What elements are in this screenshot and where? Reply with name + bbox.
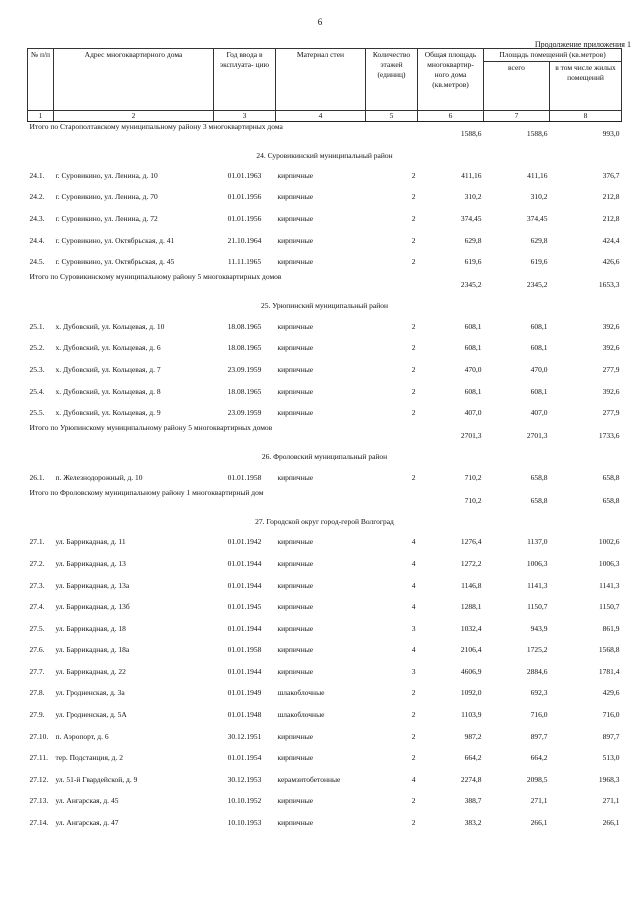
row-year: 23.09.1959 xyxy=(227,408,262,418)
row-number: 25.3. xyxy=(29,364,45,374)
all-area-value: 716,0 xyxy=(530,710,548,720)
residential-area-value: 212,8 xyxy=(602,192,620,202)
row-number: 27.1. xyxy=(29,537,45,547)
row-material: кирпичные xyxy=(277,645,314,655)
row-year: 01.01.1944 xyxy=(227,558,262,568)
table-row xyxy=(28,639,622,661)
row-number: 27.14. xyxy=(29,818,49,828)
total-area-value: 608,1 xyxy=(464,343,482,353)
table-row xyxy=(28,251,622,273)
total-area-value: 4606,9 xyxy=(460,666,482,676)
column-number: 7 xyxy=(484,111,550,122)
row-floors: 3 xyxy=(411,666,416,676)
row-year: 30.12.1953 xyxy=(227,774,262,784)
residential-area-value: 716,0 xyxy=(602,710,620,720)
residential-area-value: 426,6 xyxy=(602,257,620,267)
total-area-value: 383,2 xyxy=(464,818,482,828)
total-area-value: 310,2 xyxy=(464,192,482,202)
total-area-value: 1032,4 xyxy=(460,623,482,633)
row-floors: 2 xyxy=(411,170,416,180)
table-row xyxy=(28,574,622,596)
row-material: кирпичные xyxy=(277,257,314,267)
all-area-value: 271,1 xyxy=(530,796,548,806)
row-material: кирпичные xyxy=(277,170,314,180)
row-material: кирпичные xyxy=(277,602,314,612)
row-address: г. Суровикино, ул. Ленина, д. 10 xyxy=(55,170,158,180)
all-area-value: 2701,3 xyxy=(526,430,548,440)
row-address: ул. Баррикадная, д. 13 xyxy=(55,558,126,568)
table-row xyxy=(28,725,622,747)
all-area-value: 2884,6 xyxy=(526,666,548,676)
residential-area-value: 1006,3 xyxy=(598,558,620,568)
row-number: 27.11. xyxy=(29,753,48,763)
row-material: кирпичные xyxy=(277,192,314,202)
all-area-value: 1141,3 xyxy=(527,580,548,590)
row-floors: 2 xyxy=(411,386,416,396)
row-number: 25.4. xyxy=(29,386,45,396)
row-material: шлакоблочные xyxy=(277,710,325,720)
all-area-value: 692,3 xyxy=(530,688,548,698)
table-row xyxy=(28,315,622,337)
row-floors: 2 xyxy=(411,408,416,418)
table-row xyxy=(28,229,622,251)
row-floors: 4 xyxy=(411,645,416,655)
column-number: 8 xyxy=(550,111,622,122)
table-row xyxy=(28,208,622,230)
section-heading-row xyxy=(28,512,622,531)
row-floors: 2 xyxy=(411,257,416,267)
residential-area-value: 658,8 xyxy=(602,495,620,505)
row-number: 25.2. xyxy=(29,343,45,353)
row-material: кирпичные xyxy=(277,472,314,482)
row-material: кирпичные xyxy=(277,235,314,245)
row-year: 10.10.1952 xyxy=(227,796,262,806)
all-area-value: 1588,6 xyxy=(526,129,548,139)
subtotal-row xyxy=(28,423,622,447)
row-floors: 2 xyxy=(411,364,416,374)
row-year: 01.01.1944 xyxy=(227,623,262,633)
row-number: 27.10. xyxy=(29,731,49,741)
subtotal-row xyxy=(28,488,622,512)
row-floors: 2 xyxy=(411,731,416,741)
row-year: 01.01.1956 xyxy=(227,192,262,202)
row-floors: 2 xyxy=(411,321,416,331)
total-area-value: 1146,8 xyxy=(461,580,482,590)
table-row xyxy=(28,337,622,359)
row-year: 10.10.1953 xyxy=(227,818,262,828)
section-heading-row xyxy=(28,296,622,315)
subtotal-label: Итого по Старополтавскому муниципальному району 3 многоквартирных дома xyxy=(29,122,283,131)
residential-area-value: 392,6 xyxy=(602,386,620,396)
row-floors: 2 xyxy=(411,213,416,223)
residential-area-value: 376,7 xyxy=(602,170,620,180)
row-address: х. Дубовский, ул. Кольцевая, д. 10 xyxy=(55,321,165,331)
all-area-value: 608,1 xyxy=(530,386,548,396)
total-area-value: 608,1 xyxy=(464,321,482,331)
row-number: 27.13. xyxy=(29,796,49,806)
all-area-value: 411,16 xyxy=(527,170,548,180)
row-floors: 2 xyxy=(411,796,416,806)
row-year: 01.01.1958 xyxy=(227,472,262,482)
row-address: ул. Баррикадная, д. 18 xyxy=(55,623,126,633)
residential-area-value: 277,9 xyxy=(602,364,620,374)
residential-area-value: 1733,6 xyxy=(598,430,620,440)
row-number: 27.6. xyxy=(29,645,45,655)
row-year: 23.09.1959 xyxy=(227,364,262,374)
table-row xyxy=(28,402,622,424)
subtotal-row xyxy=(28,272,622,296)
row-floors: 2 xyxy=(411,235,416,245)
row-address: х. Дубовский, ул. Кольцевая, д. 6 xyxy=(55,343,161,353)
row-number: 26.1. xyxy=(29,472,45,482)
row-floors: 2 xyxy=(411,688,416,698)
residential-area-value: 1781,4 xyxy=(598,666,620,676)
section-heading: 24. Суровикинский муниципальный район xyxy=(256,150,393,160)
row-floors: 2 xyxy=(411,818,416,828)
all-area-value: 470,0 xyxy=(530,364,548,374)
total-area-value: 1276,4 xyxy=(460,537,482,547)
total-area-value: 987,2 xyxy=(464,731,482,741)
row-material: керамзитобетонные xyxy=(277,774,341,784)
all-area-value: 658,8 xyxy=(530,472,548,482)
total-area-value: 2274,8 xyxy=(460,774,482,784)
all-area-value: 2345,2 xyxy=(526,279,548,289)
table-row xyxy=(28,682,622,704)
row-number: 24.1. xyxy=(29,170,45,180)
subtotal-label: Итого по Урюпинскому муниципальному району 5 многоквартирных домов xyxy=(29,423,273,433)
table-body xyxy=(28,122,622,834)
column-number: 1 xyxy=(28,111,54,122)
row-year: 01.01.1944 xyxy=(227,580,262,590)
total-area-value: 1288,1 xyxy=(460,602,482,612)
header-premises-area: Площадь помещений (кв.метров) xyxy=(484,49,622,62)
table-row xyxy=(28,790,622,812)
row-address: г. Суровикино, ул. Ленина, д. 70 xyxy=(55,192,158,202)
table-row xyxy=(28,186,622,208)
total-area-value: 664,2 xyxy=(464,753,482,763)
residential-area-value: 1002,6 xyxy=(598,537,620,547)
row-number: 25.1. xyxy=(29,321,45,331)
all-area-value: 1006,3 xyxy=(526,558,548,568)
row-floors: 2 xyxy=(411,192,416,202)
row-floors: 2 xyxy=(411,753,416,763)
total-area-value: 411,16 xyxy=(461,170,482,180)
table-row xyxy=(28,596,622,618)
all-area-value: 1725,2 xyxy=(526,645,548,655)
row-material: кирпичные xyxy=(277,558,314,568)
row-floors: 3 xyxy=(411,623,416,633)
row-floors: 4 xyxy=(411,537,416,547)
row-number: 27.7. xyxy=(29,666,45,676)
row-material: кирпичные xyxy=(277,796,314,806)
column-number: 2 xyxy=(54,111,214,122)
residential-area-value: 392,6 xyxy=(602,321,620,331)
total-area-value: 2345,2 xyxy=(460,279,482,289)
row-address: ул. Ангарская, д. 47 xyxy=(55,818,119,828)
residential-area-value: 1150,7 xyxy=(599,602,620,612)
residential-area-value: 277,9 xyxy=(602,408,620,418)
row-material: кирпичные xyxy=(277,386,314,396)
row-material: кирпичные xyxy=(277,343,314,353)
row-year: 18.08.1965 xyxy=(227,343,262,353)
section-heading: 27. Городской округ город-герой Волгоград xyxy=(255,517,394,527)
row-floors: 2 xyxy=(411,710,416,720)
row-material: кирпичные xyxy=(277,731,314,741)
row-address: ул. Баррикадная, д. 13а xyxy=(55,580,130,590)
row-material: кирпичные xyxy=(277,753,314,763)
all-area-value: 897,7 xyxy=(530,731,548,741)
header-address: Адрес многоквартирного дома xyxy=(54,49,214,111)
row-material: кирпичные xyxy=(277,666,314,676)
row-material: кирпичные xyxy=(277,408,314,418)
row-material: шлакоблочные xyxy=(277,688,325,698)
total-area-value: 1272,2 xyxy=(460,558,482,568)
section-heading-row xyxy=(28,146,622,165)
row-year: 01.01.1954 xyxy=(227,753,262,763)
table-row xyxy=(28,704,622,726)
row-year: 01.01.1948 xyxy=(227,710,262,720)
total-area-value: 710,2 xyxy=(464,472,482,482)
all-area-value: 943,9 xyxy=(530,623,548,633)
row-address: п. Железнодорожный, д. 10 xyxy=(55,472,143,482)
row-address: ул. Баррикадная, д. 22 xyxy=(55,666,126,676)
row-address: ул. Баррикадная, д. 13б xyxy=(55,602,130,612)
row-floors: 2 xyxy=(411,472,416,482)
row-material: кирпичные xyxy=(277,364,314,374)
table-row xyxy=(28,466,622,488)
total-area-value: 1103,9 xyxy=(461,710,482,720)
residential-area-value: 658,8 xyxy=(602,472,620,482)
total-area-value: 2701,3 xyxy=(460,430,482,440)
all-area-value: 407,0 xyxy=(530,408,548,418)
residential-area-value: 1653,3 xyxy=(598,279,620,289)
column-number: 4 xyxy=(276,111,366,122)
subtotal-label: Итого по Суровикинскому муниципальному району 5 многоквартирных домов xyxy=(29,272,282,282)
row-year: 01.01.1956 xyxy=(227,213,262,223)
table-row xyxy=(28,769,622,791)
row-number: 27.5. xyxy=(29,623,45,633)
row-year: 01.01.1945 xyxy=(227,602,262,612)
row-year: 18.08.1965 xyxy=(227,386,262,396)
row-address: г. Суровикино, ул. Ленина, д. 72 xyxy=(55,213,158,223)
row-address: х. Дубовский, ул. Кольцевая, д. 8 xyxy=(55,386,161,396)
row-material: кирпичные xyxy=(277,623,314,633)
table-row xyxy=(28,747,622,769)
residential-area-value: 271,1 xyxy=(602,796,620,806)
row-number: 24.4. xyxy=(29,235,45,245)
row-year: 30.12.1951 xyxy=(227,731,262,741)
section-heading-row xyxy=(28,447,622,466)
subtotal-label: Итого по Фроловскому муниципальному району 1 многоквартирный дом xyxy=(29,488,264,498)
row-address: ул. Баррикадная, д. 18а xyxy=(55,645,130,655)
row-address: ул. Гродненская, д. 5А xyxy=(55,710,127,720)
total-area-value: 1588,6 xyxy=(460,129,482,139)
row-material: кирпичные xyxy=(277,580,314,590)
all-area-value: 619,6 xyxy=(530,257,548,267)
total-area-value: 407,0 xyxy=(464,408,482,418)
all-area-value: 664,2 xyxy=(530,753,548,763)
row-floors: 2 xyxy=(411,343,416,353)
residential-area-value: 993,0 xyxy=(602,129,620,139)
row-number: 25.5. xyxy=(29,408,45,418)
all-area-value: 629,8 xyxy=(530,235,548,245)
row-material: кирпичные xyxy=(277,321,314,331)
row-year: 01.01.1949 xyxy=(227,688,262,698)
table-row xyxy=(28,165,622,187)
table-row xyxy=(28,531,622,553)
row-number: 24.3. xyxy=(29,213,45,223)
residential-area-value: 1568,8 xyxy=(598,645,620,655)
row-address: г. Суровикино, ул. Октябрьская, д. 45 xyxy=(55,257,175,267)
row-number: 27.9. xyxy=(29,710,45,720)
page-number: 6 xyxy=(317,17,323,27)
residential-area-value: 266,1 xyxy=(602,818,620,828)
residential-area-value: 392,6 xyxy=(602,343,620,353)
residential-area-value: 897,7 xyxy=(602,731,620,741)
row-address: п. Аэропорт, д. 6 xyxy=(55,731,109,741)
row-number: 27.12. xyxy=(29,774,49,784)
total-area-value: 2106,4 xyxy=(460,645,482,655)
residential-area-value: 1968,3 xyxy=(598,774,620,784)
all-area-value: 1137,0 xyxy=(527,537,548,547)
residential-area-value: 513,0 xyxy=(602,753,620,763)
total-area-value: 388,7 xyxy=(464,796,482,806)
all-area-value: 2098,5 xyxy=(526,774,548,784)
row-number: 27.8. xyxy=(29,688,45,698)
column-number: 3 xyxy=(214,111,276,122)
row-floors: 4 xyxy=(411,774,416,784)
row-number: 27.4. xyxy=(29,602,45,612)
row-address: ул. Баррикадная, д. 11 xyxy=(55,537,126,547)
row-material: кирпичные xyxy=(277,818,314,828)
row-floors: 4 xyxy=(411,580,416,590)
row-address: х. Дубовский, ул. Кольцевая, д. 7 xyxy=(55,364,161,374)
row-number: 27.2. xyxy=(29,558,45,568)
row-number: 27.3. xyxy=(29,580,45,590)
section-heading: 26. Фроловский муниципальный район xyxy=(261,452,388,462)
column-number: 5 xyxy=(366,111,418,122)
all-area-value: 608,1 xyxy=(530,343,548,353)
all-area-value: 310,2 xyxy=(530,192,548,202)
table-row xyxy=(28,380,622,402)
all-area-value: 1150,7 xyxy=(527,602,548,612)
total-area-value: 608,1 xyxy=(464,386,482,396)
table-row xyxy=(28,661,622,683)
residential-area-value: 424,4 xyxy=(602,235,620,245)
header-year: Год ввода в эксплуата- цию xyxy=(214,49,276,111)
header-residential: в том числе жилых помещений xyxy=(550,62,622,111)
total-area-value: 470,0 xyxy=(464,364,482,374)
row-year: 01.01.1944 xyxy=(227,666,262,676)
header-floors: Количество этажей (единиц) xyxy=(366,49,418,111)
row-floors: 4 xyxy=(411,602,416,612)
residential-area-value: 861,9 xyxy=(602,623,620,633)
header-no: № п/п xyxy=(28,49,54,111)
row-address: ул. Ангарская, д. 45 xyxy=(55,796,119,806)
residential-area-value: 429,6 xyxy=(602,688,620,698)
table-row xyxy=(28,359,622,381)
row-year: 21.10.1964 xyxy=(227,235,262,245)
row-year: 18.08.1965 xyxy=(227,321,262,331)
row-material: кирпичные xyxy=(277,213,314,223)
row-address: ул. 51-й Гвардейской, д. 9 xyxy=(55,774,138,784)
row-address: х. Дубовский, ул. Кольцевая, д. 9 xyxy=(55,408,161,418)
row-address: ул. Гродненская, д. 3а xyxy=(55,688,125,698)
table-row xyxy=(28,617,622,639)
all-area-value: 658,8 xyxy=(530,495,548,505)
table-row xyxy=(28,812,622,834)
buildings-table xyxy=(27,48,622,833)
total-area-value: 374,45 xyxy=(460,213,482,223)
continuation-note: Продолжение приложения 1 xyxy=(534,40,631,49)
row-year: 01.01.1963 xyxy=(227,170,262,180)
column-number: 6 xyxy=(418,111,484,122)
row-year: 01.01.1942 xyxy=(227,537,262,547)
total-area-value: 710,2 xyxy=(464,495,482,505)
subtotal-row xyxy=(28,122,622,146)
row-material: кирпичные xyxy=(277,537,314,547)
all-area-value: 266,1 xyxy=(530,818,548,828)
header-material: Материал стен xyxy=(276,49,366,111)
section-heading: 25. Урюпинский муниципальный район xyxy=(260,301,389,311)
total-area-value: 629,8 xyxy=(464,235,482,245)
header-all: всего xyxy=(484,62,550,111)
row-year: 01.01.1958 xyxy=(227,645,262,655)
row-address: г. Суровикино, ул. Октябрьская, д. 41 xyxy=(55,235,175,245)
residential-area-value: 212,8 xyxy=(602,213,620,223)
row-address: тер. Подстанция, д. 2 xyxy=(55,753,123,763)
header-total-area: Общая площадь многоквартир- ного дома (кв.метров) xyxy=(418,49,484,111)
total-area-value: 619,6 xyxy=(464,257,482,267)
all-area-value: 374,45 xyxy=(526,213,548,223)
row-number: 24.2. xyxy=(29,192,45,202)
row-floors: 4 xyxy=(411,558,416,568)
residential-area-value: 1141,3 xyxy=(599,580,620,590)
table-row xyxy=(28,553,622,575)
all-area-value: 608,1 xyxy=(530,321,548,331)
row-year: 11.11.1965 xyxy=(227,257,262,267)
total-area-value: 1092,0 xyxy=(460,688,482,698)
row-number: 24.5. xyxy=(29,257,45,267)
